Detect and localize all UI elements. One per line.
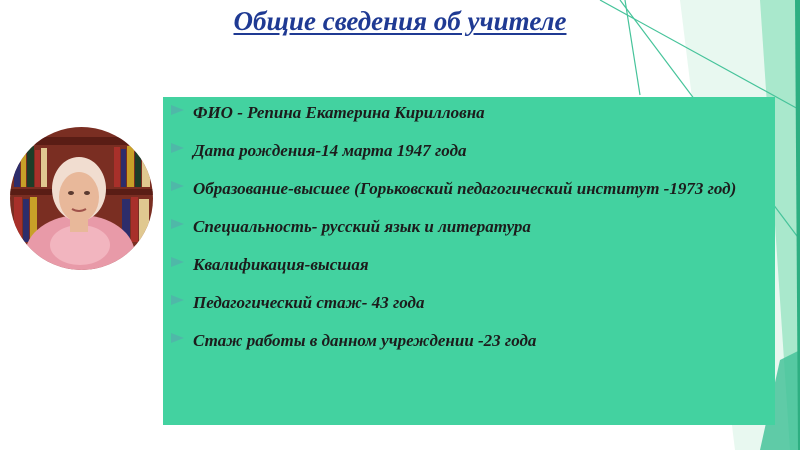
item-text: Образование-высшее (Горьковский педагогический институт -1973 год) (193, 179, 737, 198)
list-item-teaching-experience (163, 293, 775, 313)
arrow-bullet-icon (171, 257, 184, 267)
list-item-birthdate (163, 141, 775, 161)
item-text: Стаж работы в данном учреждении -23 года (193, 331, 537, 350)
arrow-bullet-icon (171, 219, 184, 229)
list-item-work-experience (163, 331, 775, 351)
list-item-specialty (163, 217, 775, 237)
teacher-photo (10, 127, 153, 270)
arrow-bullet-icon (171, 181, 184, 191)
portrait-icon (10, 127, 153, 270)
list-item-education (163, 179, 775, 199)
item-text: ФИО - Репина Екатерина Кирилловна (193, 103, 485, 122)
item-text: Специальность- русский язык и литература (193, 217, 531, 236)
arrow-bullet-icon (171, 105, 184, 115)
list-item-fio (163, 103, 775, 123)
item-text: Квалификация-высшая (193, 255, 369, 274)
item-text: Дата рождения-14 марта 1947 года (193, 141, 467, 160)
arrow-bullet-icon (171, 333, 184, 343)
arrow-bullet-icon (171, 295, 184, 305)
item-text: Педагогический стаж- 43 года (193, 293, 425, 312)
slide-title: Общие сведения об учителе (233, 6, 567, 36)
info-panel (163, 97, 775, 425)
info-list (163, 103, 775, 369)
arrow-bullet-icon (171, 143, 184, 153)
list-item-qualification (163, 255, 775, 275)
